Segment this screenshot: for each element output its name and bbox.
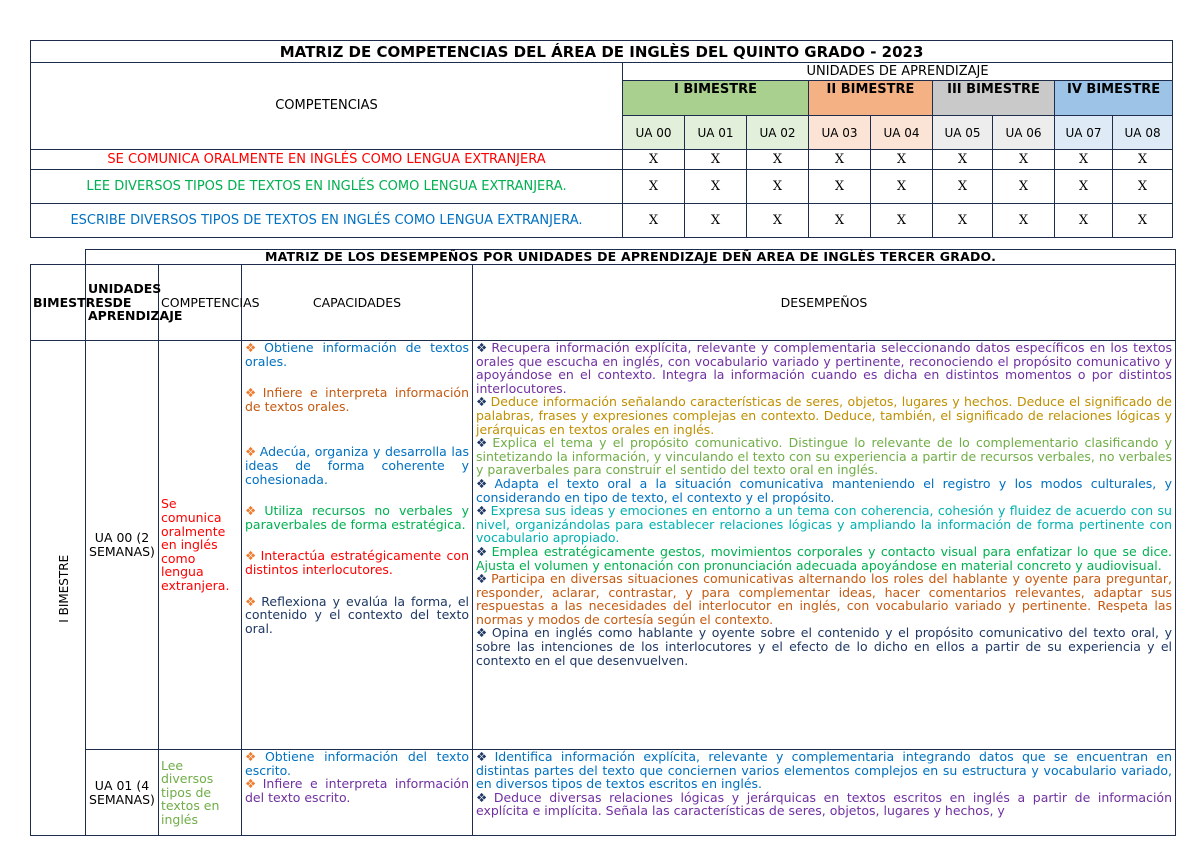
competencias-matrix (30, 40, 1173, 238)
x-mark: X (623, 150, 685, 170)
desempeno-item: ❖ Emplea estratégicamente gestos, movimientos corporales y contacto visual para enfatizar lo que se dice. Ajusta el volumen y entonación con pronunciación adecuada apoyándose en material concreto y audiovisual. (476, 543, 1172, 573)
header-unidades: UNIDADES DE APRENDIZAJE (86, 265, 159, 341)
x-mark: X (871, 150, 933, 170)
competencia-oral: SE COMUNICA ORALMENTE EN INGLÉS COMO LENGUA EXTRANJERA (31, 150, 623, 170)
capacidades-lee (242, 750, 473, 836)
unit-header: UA 07 (1055, 116, 1113, 150)
capacidad-item: ❖ Infiere e interpreta información del texto escrito. (245, 776, 469, 805)
x-mark: X (685, 204, 747, 238)
bimestre-4-header: IV BIMESTRE (1055, 81, 1173, 116)
capacidad-item: ❖ Obtiene información de textos orales. (245, 340, 469, 369)
x-mark: X (993, 150, 1055, 170)
desempeno-item: ❖ Adapta el texto oral a la situación comunicativa manteniendo el registro y los modos culturales, y considerando en tipo de texto, el contexto y el propósito. (476, 475, 1172, 505)
desempeno-item: ❖ Deduce diversas relaciones lógicas y jerárquicas en textos escritos en inglés a partir de información explícita e implícita. Señala las características de seres, objetos, lugares y hechos, y (476, 789, 1172, 819)
unit-header: UA 06 (993, 116, 1055, 150)
x-mark: X (1113, 150, 1173, 170)
capacidades-oral (242, 341, 473, 750)
x-mark: X (933, 150, 993, 170)
x-mark: X (1055, 150, 1113, 170)
desempeno-item: ❖ Recupera información explícita, relevante y complementaria seleccionando datos específicos en los textos orales que escucha en inglés, con vocabulario variado y pertinente, reconociendo el propósito comunicativo y apoyándose en el contexto. Integra la información cuando es dicha en distintos momentos o por distintos interlocutores. (476, 340, 1172, 396)
desempeno-item: ❖ Participa en diversas situaciones comunicativas alternando los roles del hablante y oyente para preguntar, responder, aclarar, contrastar, y para complementar ideas, hacer comentarios relevantes, adaptar sus respuestas a las necesidades del interlocutor en inglés, con vocabulario variado y pertinente. Respeta las normas y modos de cortesía según el contexto. (476, 571, 1172, 627)
x-mark: X (809, 204, 871, 238)
header-desempenos: DESEMPEÑOS (473, 265, 1176, 341)
desempeno-item: ❖ Opina en inglés como hablante y oyente sobre el contenido y el propósito comunicativo del texto oral, y sobre las intenciones de los interlocutores y el efecto de lo dicho en ellos a partir de su experiencia y el contexto en el que desenvuelven. (476, 625, 1172, 668)
competencia-escribe: ESCRIBE DIVERSOS TIPOS DE TEXTOS EN INGLÉS COMO LENGUA EXTRANJERA. (31, 204, 623, 238)
bimestre-2-header: II BIMESTRE (809, 81, 933, 116)
unit-header: UA 04 (871, 116, 933, 150)
x-mark: X (747, 170, 809, 204)
capacidad-item: ❖ Adecúa, organiza y desarrolla las ideas de forma coherente y cohesionada. (245, 444, 469, 487)
competencia-lee-cell: Lee diversos tipos de textos en inglés (159, 750, 242, 836)
capacidad-item: ❖ Reflexiona y evalúa la forma, el contenido y el contexto del texto oral. (245, 593, 469, 636)
desempenos-title: MATRIZ DE LOS DESEMPEÑOS POR UNIDADES DE APRENDIZAJE DEÑ AREA DE INGLÈS TERCER GRADO. (86, 250, 1176, 265)
x-mark: X (685, 150, 747, 170)
capacidad-item: ❖ Interactúa estratégicamente con distintos interlocutores. (245, 548, 469, 577)
header-bimestres: BIMESTRES (31, 265, 86, 341)
desempenos-matrix (30, 249, 1176, 836)
header-capacidades: CAPACIDADES (242, 265, 473, 341)
x-mark: X (747, 150, 809, 170)
desempenos-lee (473, 750, 1176, 836)
capacidad-item: ❖ Obtiene información del texto escrito. (245, 749, 469, 778)
x-mark: X (933, 204, 993, 238)
unit-ua01: UA 01 (4 SEMANAS) (86, 750, 159, 836)
matrix-title: MATRIZ DE COMPETENCIAS DEL ÁREA DE INGLÈS DEL QUINTO GRADO - 2023 (31, 41, 1173, 63)
header-competencias: COMPETENCIAS (159, 265, 242, 341)
unit-header: UA 01 (685, 116, 747, 150)
unit-header: UA 02 (747, 116, 809, 150)
x-mark: X (809, 150, 871, 170)
x-mark: X (933, 170, 993, 204)
x-mark: X (747, 204, 809, 238)
x-mark: X (871, 204, 933, 238)
unit-ua00: UA 00 (2 SEMANAS) (86, 341, 159, 750)
bimestre-3-header: III BIMESTRE (933, 81, 1055, 116)
competencia-lee: LEE DIVERSOS TIPOS DE TEXTOS EN INGLÉS COMO LENGUA EXTRANJERA. (31, 170, 623, 204)
capacidad-item: ❖ Utiliza recursos no verbales y paraverbales de forma estratégica. (245, 503, 469, 532)
bimestre-cell (31, 341, 86, 836)
unit-header: UA 03 (809, 116, 871, 150)
bimestre-1-header: I BIMESTRE (623, 81, 809, 116)
desempeno-item: ❖ Explica el tema y el propósito comunicativo. Distingue lo relevante de lo complementario clasificando y sintetizando la información, y vinculando el texto con su experiencia a partir de recursos verbales, no verbales y paraverbales para construir el sentido del texto oral en inglés. (476, 435, 1172, 478)
x-mark: X (1055, 170, 1113, 204)
competencia-oral-cell: Se comunica oralmente en inglés como lengua extranjera. (159, 341, 242, 750)
desempenos-oral (473, 341, 1176, 750)
x-mark: X (993, 204, 1055, 238)
unidades-header: UNIDADES DE APRENDIZAJE (623, 63, 1173, 81)
x-mark: X (623, 170, 685, 204)
unit-header: UA 00 (623, 116, 685, 150)
x-mark: X (809, 170, 871, 204)
desempeno-item: ❖ Expresa sus ideas y emociones en entorno a un tema con coherencia, cohesión y fluidez de acuerdo con su nivel, organizándolas para establecer relaciones lógicas y ampliando la información de forma pertinente con vocabulario apropiado. (476, 503, 1172, 546)
x-mark: X (1113, 204, 1173, 238)
desempeno-item: ❖ Deduce información señalando características de seres, objetos, lugares y hechos. Deduce el significado de palabras, frases y expresiones complejas en contexto. Deduce, también, el significado de relaciones lógicas y jerárquicas en textos orales en inglés. (476, 394, 1172, 437)
x-mark: X (1055, 204, 1113, 238)
x-mark: X (871, 170, 933, 204)
capacidad-item: ❖ Infiere e interpreta información de textos orales. (245, 385, 469, 414)
x-mark: X (623, 204, 685, 238)
desempeno-item: ❖ Identifica información explícita, relevante y complementaria integrando datos que se encuentran en distintas partes del texto que conciernen varios elementos complejos en su estructura y vocabulario variado, en diversos tipos de textos escritos en inglés. (476, 749, 1172, 792)
competencias-header: COMPETENCIAS (31, 63, 623, 150)
x-mark: X (685, 170, 747, 204)
bimestre-label: I BIMESTRE (57, 554, 72, 623)
x-mark: X (993, 170, 1055, 204)
x-mark: X (1113, 170, 1173, 204)
unit-header: UA 08 (1113, 116, 1173, 150)
unit-header: UA 05 (933, 116, 993, 150)
